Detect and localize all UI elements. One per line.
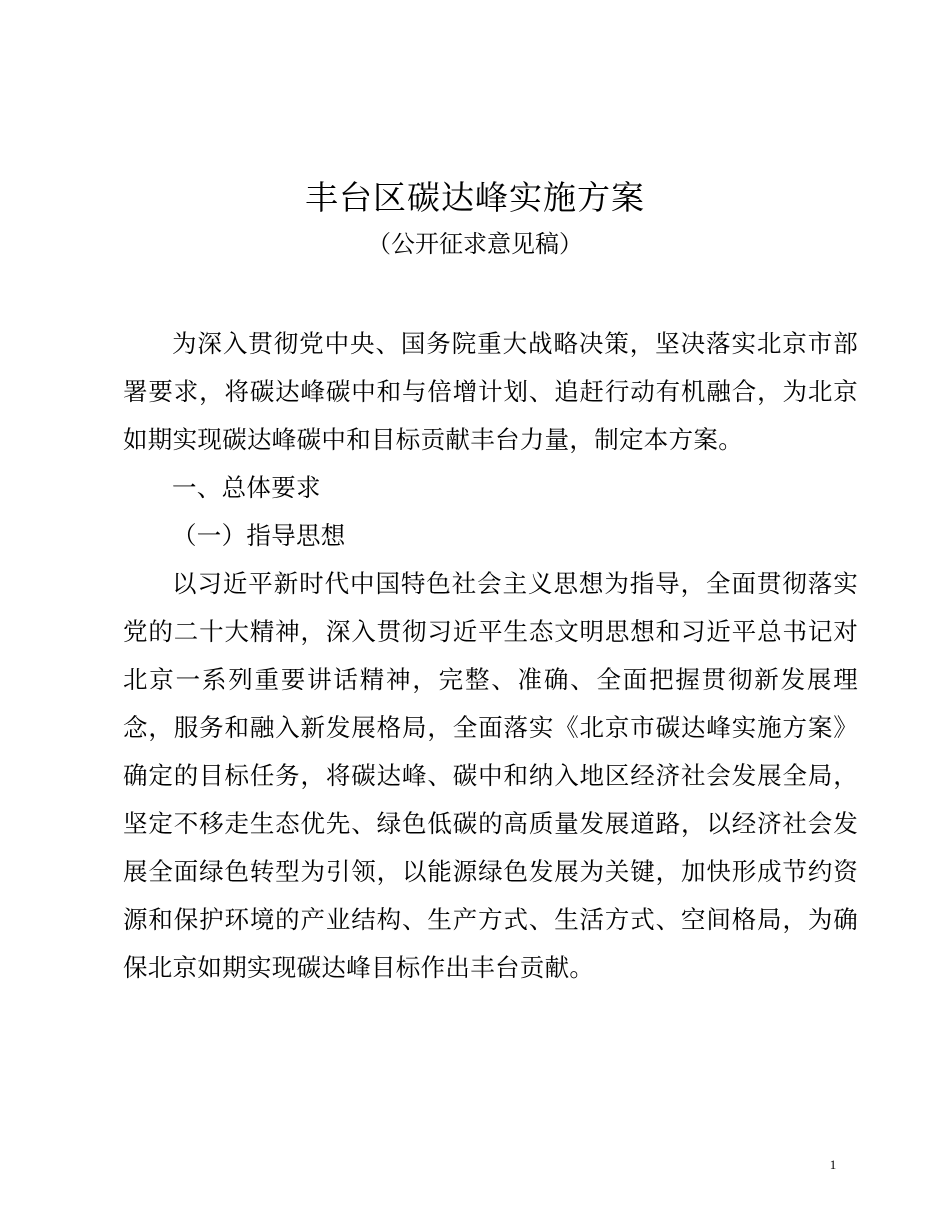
page-number: 1 xyxy=(829,1157,837,1172)
guiding-thought-paragraph: 以习近平新时代中国特色社会主义思想为指导，全面贯彻落实党的二十大精神，深入贯彻习近平生态文明思想和习近平总书记对北京一系列重要讲话精神，完整、准确、全面把握贯彻新发展理念，服务和融入新发展格局，全面落实《北京市碳达峰实施方案》确定的目标任务，将碳达峰、碳中和纳入地区经济社会发展全局，坚定不移走生态优先、绿色低碳的高质量发展道路，以经济社会发展全面绿色转型为引领，以能源绿色发展为关键，加快形成节约资源和保护环境的产业结构、生产方式、生活方式、空间格局，为确保北京如期实现碳达峰目标作出丰台贡献。 xyxy=(123,569,858,982)
document-title: 丰台区碳达峰实施方案 xyxy=(305,178,645,217)
section-heading-overall-requirements: 一、总体要求 xyxy=(172,473,321,502)
intro-paragraph: 为深入贯彻党中央、国务院重大战略决策，坚决落实北京市部署要求，将碳达峰碳中和与倍增计划、追赶行动有机融合，为北京如期实现碳达峰碳中和目标贡献丰台力量，制定本方案。 xyxy=(123,329,858,454)
document-subtitle: （公开征求意见稿） xyxy=(367,230,583,258)
document-body xyxy=(123,320,858,992)
subsection-heading-guiding-thought: （一）指导思想 xyxy=(172,521,346,550)
